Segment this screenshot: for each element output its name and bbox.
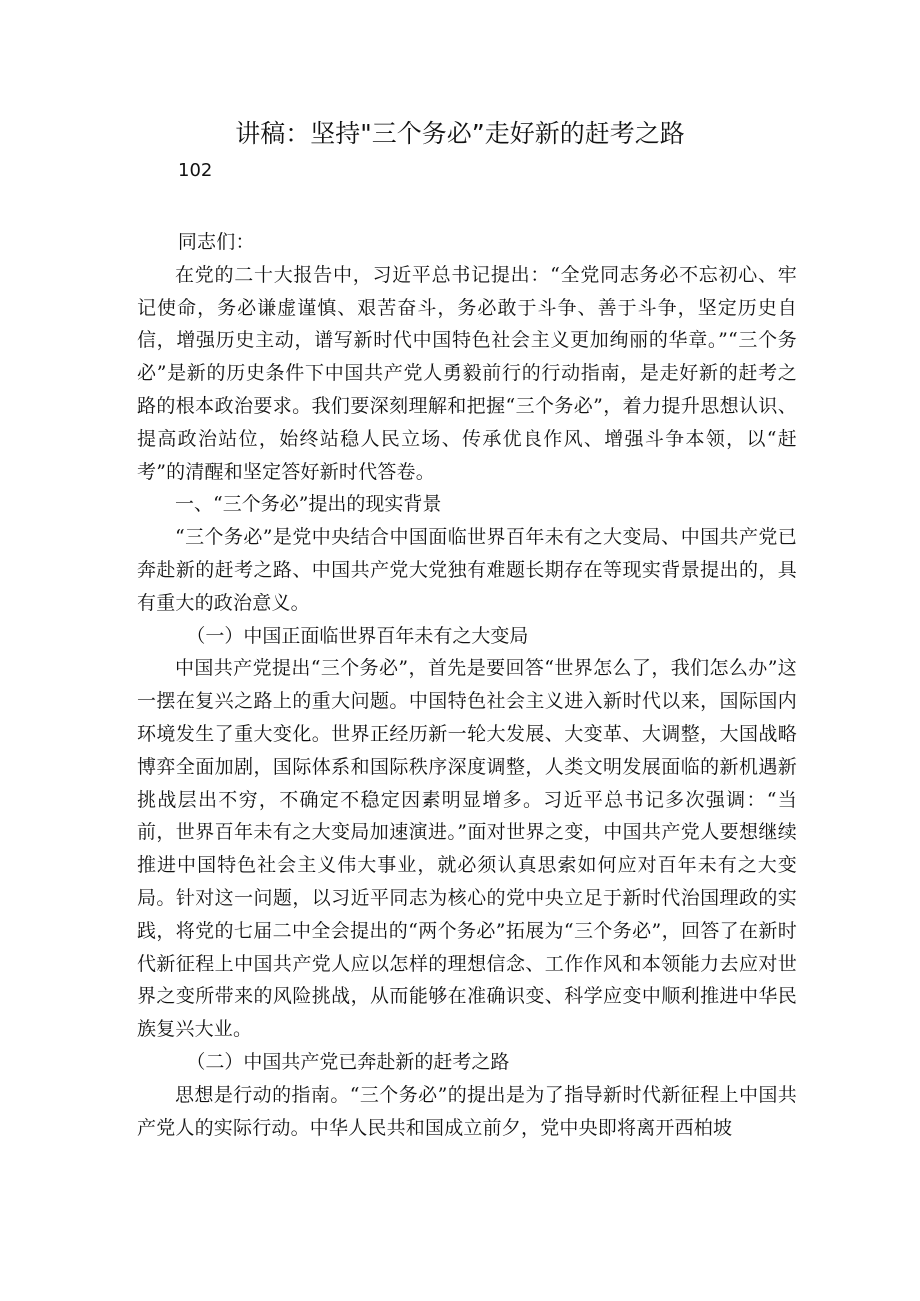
section-1-heading: 一、“三个务必”提出的现实背景	[175, 493, 442, 516]
subsection-1-heading: （一）中国正面临世界百年未有之大变局	[186, 624, 529, 647]
document-number: 102	[178, 160, 213, 181]
salutation: 同志们：	[177, 231, 255, 253]
intro-paragraph: 在党的二十大报告中，习近平总书记提出：“全党同志务必不忘初心、牢记使命，务必谦虚谨慎、艰苦奋斗，务必敢于斗争、善于斗争，坚定历史自信，增强历史主动，谱写新时代中国特色社会主义更加绚丽的华章。”“三个务必”是新的历史条件下中国共产党人勇毅前行的行动指南，是走好新的赶考之路的根本政治要求。我们要深刻理解和把握“三个务必”，着力提升思想认识、提高政治站位，始终站稳人民立场、传承优良作风、增强斗争本领，以“赶考”的清醒和坚定答好新时代答卷。	[137, 263, 797, 483]
document-body	[137, 226, 797, 1144]
section-1-intro-paragraph: “三个务必”是党中央结合中国面临世界百年未有之大变局、中国共产党已奔赴新的赶考之路、中国共产党大党独有难题长期存在等现实背景提出的，具有重大的政治意义。	[137, 526, 797, 614]
subsection-2-paragraph: 思想是行动的指南。“三个务必”的提出是为了指导新时代新征程上中国共产党人的实际行动。中华人民共和国成立前夕，党中央即将离开西柏坡	[137, 1083, 797, 1139]
subsection-2-heading: （二）中国共产党已奔赴新的赶考之路	[186, 1050, 510, 1073]
subsection-1-paragraph: 中国共产党提出“三个务必”，首先是要回答“世界怎么了，我们怎么办”这一摆在复兴之路上的重大问题。中国特色社会主义进入新时代以来，国际国内环境发生了重大变化。世界正经历新一轮大发展、大变革、大调整，大国战略博弈全面加剧，国际体系和国际秩序深度调整，人类文明发展面临的新机遇新挑战层出不穷，不确定不稳定因素明显增多。习近平总书记多次强调：“当前，世界百年未有之大变局加速演进。”面对世界之变，中国共产党人要想继续推进中国特色社会主义伟大事业，就必须认真思索如何应对百年未有之大变局。针对这一问题，以习近平同志为核心的党中央立足于新时代治国理政的实践，将党的七届二中全会提出的“两个务必”拓展为“三个务必”，回答了在新时代新征程上中国共产党人应以怎样的理想信念、工作作风和本领能力去应对世界之变所带来的风险挑战，从而能够在准确识变、科学应变中顺利推进中华民族复兴大业。	[137, 657, 797, 1041]
document-title: 讲稿：坚持"三个务必”走好新的赶考之路	[235, 119, 685, 148]
